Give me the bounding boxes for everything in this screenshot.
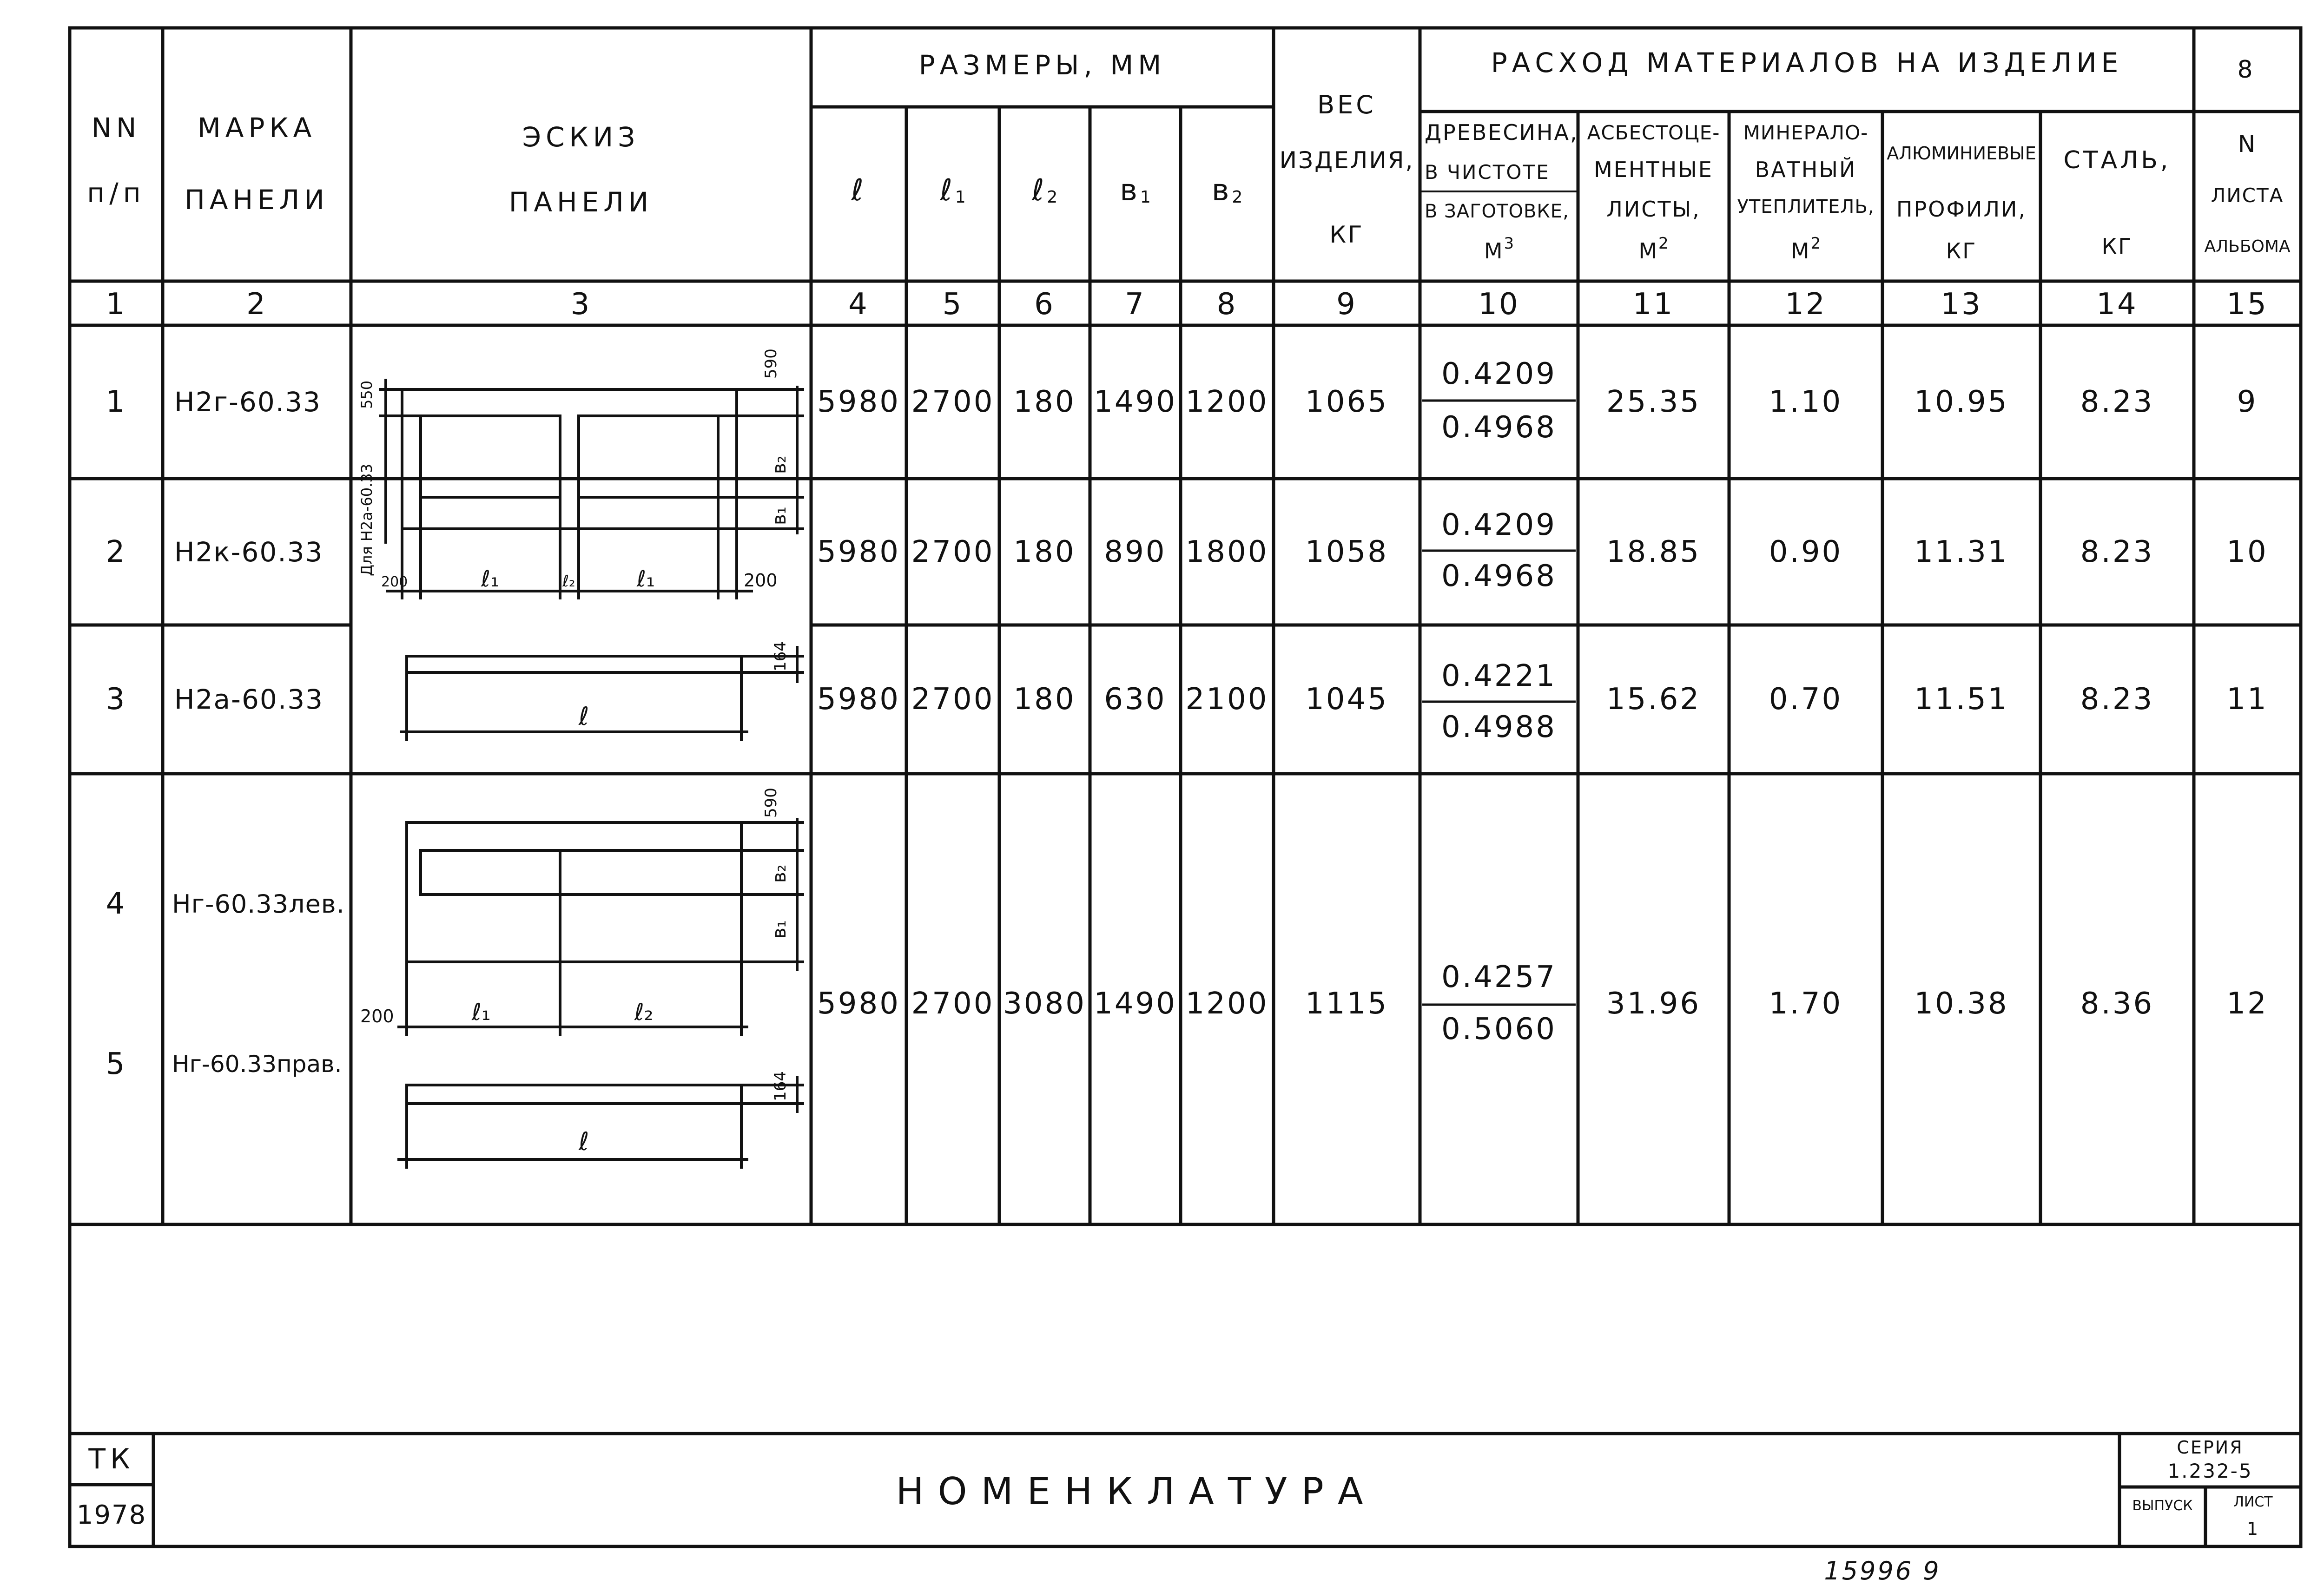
sketch-label-l1: ℓ₁ <box>637 566 655 592</box>
dim-b2: 2100 <box>1185 682 1269 717</box>
dim-l1: 2700 <box>911 534 995 569</box>
header-dimensions-group: РАЗМЕРЫ, ММ <box>918 49 1166 81</box>
dim-l: 5980 <box>817 682 900 717</box>
sketch-label-b1: в₁ <box>769 920 790 939</box>
col-number: 15 <box>2226 287 2268 322</box>
page-number: 8 <box>2237 56 2258 84</box>
steel: 8.23 <box>2080 385 2154 419</box>
header-weight-line1: ВЕС <box>1317 90 1376 119</box>
dim-l: 5980 <box>817 987 900 1021</box>
col-number: 6 <box>1034 287 1055 322</box>
sketch-panel-hg <box>397 818 804 1169</box>
aluminum-profiles: 10.38 <box>1914 987 2009 1021</box>
stamp-sheet: 1 <box>2246 1519 2260 1539</box>
panel-mark: Нг-60.33лев. <box>172 889 345 919</box>
header-wood-line3: В ЗАГОТОВКЕ, <box>1425 201 1569 222</box>
col-number: 10 <box>1478 287 1520 322</box>
row-number: 1 <box>106 385 127 419</box>
sketch-label-l1: ℓ₁ <box>472 999 491 1026</box>
panel-mark: Н2к-60.33 <box>174 536 324 568</box>
panel-mark: Нг-60.33прав. <box>172 1051 342 1078</box>
sketch-dim-164: 164 <box>771 1071 790 1101</box>
dim-b2: 1200 <box>1185 385 1269 419</box>
sketch-side-note: Для Н2а-60.33 <box>358 463 376 576</box>
wood-blank: 0.4968 <box>1441 410 1557 445</box>
steel: 8.23 <box>2080 682 2154 717</box>
weight: 1065 <box>1305 385 1388 419</box>
asbestos-sheets: 31.96 <box>1606 987 1701 1021</box>
wood-blank: 0.4988 <box>1441 710 1557 744</box>
header-steel-line2: КГ <box>2101 234 2133 259</box>
row-number: 2 <box>106 534 127 569</box>
header-weight-line3: КГ <box>1329 221 1364 248</box>
album-sheet: 10 <box>2226 534 2268 569</box>
wood-blank: 0.4968 <box>1441 559 1557 593</box>
aluminum-profiles: 11.51 <box>1914 682 2009 717</box>
header-dim-l: ℓ <box>851 173 866 208</box>
header-album-line1: N <box>2238 131 2257 158</box>
sketch-dim-590: 590 <box>762 788 780 818</box>
dim-l2: 180 <box>1013 385 1076 419</box>
header-aluminum-line1: АЛЮМИНИЕВЫЕ <box>1887 143 2036 164</box>
mineral-insulation: 1.70 <box>1769 987 1843 1021</box>
sketch-dim-200: 200 <box>360 1006 394 1026</box>
header-sketch-line2: ПАНЕЛИ <box>508 186 654 218</box>
sketch-dim-550: 550 <box>358 380 376 409</box>
col-number: 5 <box>942 287 964 322</box>
dim-l2: 3080 <box>1003 987 1086 1021</box>
col-number: 12 <box>1785 287 1827 322</box>
col-number: 2 <box>246 287 267 322</box>
row-number: 4 <box>106 887 127 921</box>
steel: 8.23 <box>2080 534 2154 569</box>
header-wood-line2: В ЧИСТОТЕ <box>1425 160 1550 184</box>
wood-clean: 0.4257 <box>1441 960 1557 994</box>
mineral-insulation: 0.70 <box>1769 682 1843 717</box>
dim-l1: 2700 <box>911 385 995 419</box>
stamp-issue-label: ВЫПУСК <box>2132 1497 2193 1514</box>
col-number: 3 <box>570 287 592 322</box>
album-sheet: 12 <box>2226 987 2268 1021</box>
col-number: 1 <box>106 287 127 322</box>
header-album-line3: АЛЬБОМА <box>2204 237 2291 256</box>
col-number: 4 <box>848 287 869 322</box>
header-aluminum-line2: ПРОФИЛИ, <box>1896 197 2027 222</box>
header-dim-b2: в 2 <box>1211 173 1243 208</box>
aluminum-profiles: 11.31 <box>1914 534 2009 569</box>
header-nn-line2: п/п <box>87 177 145 209</box>
row-number: 5 <box>106 1047 127 1081</box>
dim-l: 5980 <box>817 385 900 419</box>
header-asbestos-unit: М 2 <box>1638 234 1669 263</box>
header-dim-b1: в 1 <box>1120 173 1151 208</box>
dim-b1: 890 <box>1104 534 1167 569</box>
sketch-label-l: ℓ <box>579 1127 589 1156</box>
wood-clean: 0.4221 <box>1441 659 1557 693</box>
header-mineral-line1: МИНЕРАЛО- <box>1743 121 1868 144</box>
sketch-dim-200-right: 200 <box>744 570 778 591</box>
stamp-series: 1.232-5 <box>2167 1460 2253 1482</box>
asbestos-sheets: 18.85 <box>1606 534 1701 569</box>
mineral-insulation: 0.90 <box>1769 534 1843 569</box>
sketch-label-l2: ℓ₂ <box>634 999 654 1026</box>
wood-clean: 0.4209 <box>1441 357 1557 391</box>
dim-l1: 2700 <box>911 682 995 717</box>
dim-b2: 1200 <box>1185 987 1269 1021</box>
col-number: 7 <box>1125 287 1146 322</box>
header-album-line2: ЛИСТА <box>2211 184 2284 207</box>
stamp-series-label: СЕРИЯ <box>2177 1437 2244 1458</box>
sketch-label-b1: в₁ <box>769 507 790 525</box>
weight: 1045 <box>1305 682 1388 717</box>
header-dim-l2: ℓ 2 <box>1031 173 1058 208</box>
col-number: 11 <box>1632 287 1675 322</box>
sketch-label-b2: в₂ <box>769 455 790 474</box>
sketch-label-b2: в₂ <box>769 864 790 883</box>
header-wood-line1: ДРЕВЕСИНА, <box>1425 120 1578 145</box>
header-sketch-line1: ЭСКИЗ <box>522 121 640 153</box>
col-number: 13 <box>1941 287 1982 322</box>
header-asbestos-line3: ЛИСТЫ, <box>1606 197 1701 222</box>
header-mineral-unit: М 2 <box>1790 234 1821 263</box>
col-number: 9 <box>1336 287 1357 322</box>
weight: 1115 <box>1305 987 1388 1021</box>
col-number: 8 <box>1216 287 1238 322</box>
sketch-dim-590: 590 <box>762 349 780 379</box>
stamp-org: ТК <box>88 1443 135 1475</box>
header-dim-l1: ℓ 1 <box>940 173 966 208</box>
weight: 1058 <box>1305 534 1388 569</box>
wood-clean: 0.4209 <box>1441 508 1557 542</box>
sketch-label-l: ℓ <box>579 702 589 731</box>
aluminum-profiles: 10.95 <box>1914 385 2009 419</box>
col-number: 14 <box>2096 287 2138 322</box>
archive-number: 15996 9 <box>1824 1556 1941 1585</box>
dim-b2: 1800 <box>1185 534 1269 569</box>
asbestos-sheets: 25.35 <box>1606 385 1701 419</box>
dim-l1: 2700 <box>911 987 995 1021</box>
header-steel-line1: СТАЛЬ, <box>2063 146 2171 174</box>
sketch-dim-200-left: 200 <box>381 574 408 590</box>
dim-b1: 630 <box>1104 682 1167 717</box>
wood-blank: 0.5060 <box>1441 1012 1557 1046</box>
header-asbestos-line1: АСБЕСТОЦЕ- <box>1587 121 1720 144</box>
album-sheet: 9 <box>2237 385 2258 419</box>
header-aluminum-line3: КГ <box>1946 238 1977 263</box>
sketch-dim-164: 164 <box>771 641 790 671</box>
header-nn-line1: NN <box>91 112 141 144</box>
header-mineral-line2: ВАТНЫЙ <box>1755 157 1857 182</box>
header-asbestos-line2: МЕНТНЫЕ <box>1594 157 1713 182</box>
dim-l2: 180 <box>1013 534 1076 569</box>
dim-b1: 1490 <box>1094 385 1177 419</box>
dim-l: 5980 <box>817 534 900 569</box>
sketch-label-l2: ℓ₂ <box>562 572 575 591</box>
mineral-insulation: 1.10 <box>1769 385 1843 419</box>
header-mineral-line3: УТЕПЛИТЕЛЬ, <box>1737 196 1875 217</box>
row-number: 3 <box>106 682 127 717</box>
header-weight-line2: ИЗДЕЛИЯ, <box>1279 147 1414 174</box>
stamp-year: 1978 <box>76 1500 147 1530</box>
stamp-sheet-label: ЛИСТ <box>2233 1494 2273 1510</box>
steel: 8.36 <box>2080 987 2154 1021</box>
panel-mark: Н2а-60.33 <box>174 684 324 715</box>
header-mark-line2: ПАНЕЛИ <box>185 184 329 216</box>
album-sheet: 11 <box>2226 682 2268 717</box>
panel-mark: Н2г-60.33 <box>174 386 321 418</box>
document-title: НОМЕНКЛАТУРА <box>896 1469 1377 1513</box>
dim-b1: 1490 <box>1094 987 1177 1021</box>
header-mark-line1: МАРКА <box>197 112 317 144</box>
dim-l2: 180 <box>1013 682 1076 717</box>
sketch-panel-h2 <box>379 379 804 741</box>
sketch-label-l1: ℓ₁ <box>481 566 500 592</box>
asbestos-sheets: 15.62 <box>1606 682 1701 717</box>
header-materials-group: РАСХОД МАТЕРИАЛОВ НА ИЗДЕЛИЕ <box>1491 47 2123 79</box>
header-wood-unit: М 3 <box>1484 234 1514 263</box>
